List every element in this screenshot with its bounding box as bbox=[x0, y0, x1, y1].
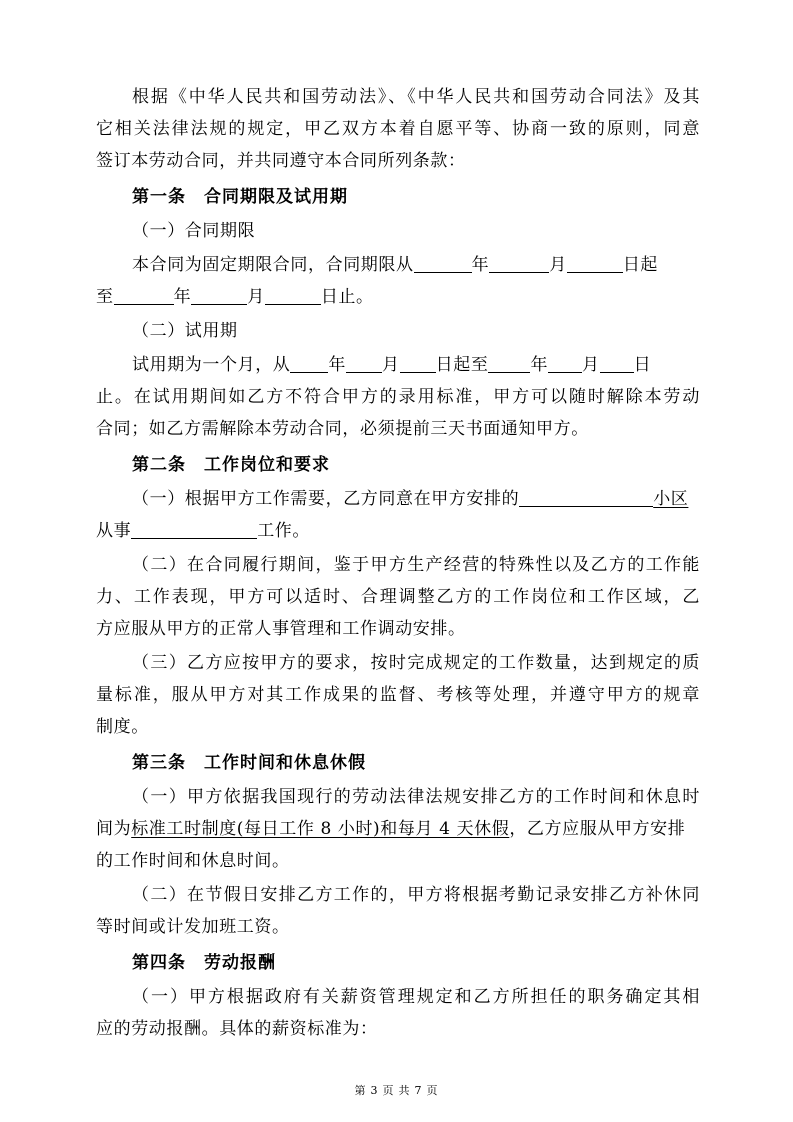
article-2-p2-line-1: （二）在合同履行期间，鉴于甲方生产经营的特殊性以及乙方的工作能 bbox=[132, 555, 700, 575]
term-start-year-blank bbox=[414, 255, 472, 273]
work-hours-suffix: ，乙方应服从甲方安排 bbox=[509, 819, 686, 839]
article-3-number: 第三条 bbox=[132, 753, 186, 773]
intro-line-2: 它相关法律法规的规定，甲乙双方本着自愿平等、协商一致的原则，同意 bbox=[96, 119, 700, 139]
footer-di: 第 bbox=[354, 1084, 367, 1097]
article-4-p1-line-1: （一）甲方根据政府有关薪资管理规定和乙方所担任的职务确定其相 bbox=[132, 987, 700, 1007]
article-2-p2-line-3: 方应服从甲方的正常人事管理和工作调动安排。 bbox=[96, 619, 466, 639]
article-2-number: 第二条 bbox=[132, 455, 186, 475]
article-4-heading: 劳动报酬 bbox=[204, 953, 276, 973]
term-end-year-blank bbox=[114, 287, 174, 305]
probation-start-month-blank bbox=[346, 355, 382, 373]
year-label: 年 bbox=[530, 355, 549, 375]
intro-line-3: 签订本劳动合同，并共同遵守本合同所列条款： bbox=[96, 151, 466, 171]
probation-start-year-blank bbox=[290, 355, 328, 373]
day-to-label: 日起至 bbox=[435, 355, 489, 375]
month-label: 月 bbox=[382, 355, 400, 375]
work-label: 工作。 bbox=[257, 521, 311, 541]
article-3-p1-line-2 bbox=[96, 818, 700, 840]
article-3-p1-line-3: 的工作时间和休息时间。 bbox=[96, 851, 290, 871]
term-start-day-blank bbox=[567, 255, 623, 273]
contract-term-line-2 bbox=[96, 286, 700, 308]
year-label: 年 bbox=[471, 255, 490, 275]
article-2-title bbox=[96, 454, 700, 476]
intro-line-1: 根据《中华人民共和国劳动法》、《中华人民共和国劳动合同法》及其 bbox=[132, 87, 700, 107]
total-page-count: 7 bbox=[414, 1084, 423, 1097]
current-page-number: 3 bbox=[370, 1084, 379, 1097]
probation-start-day-blank bbox=[400, 355, 436, 373]
footer-ye-2: 页 bbox=[426, 1084, 439, 1097]
year-label: 年 bbox=[173, 287, 192, 307]
to-label: 至 bbox=[96, 287, 114, 307]
month-label: 月 bbox=[582, 355, 600, 375]
article-1-sub-1: （一）合同期限 bbox=[132, 221, 256, 241]
day-from-label: 日起 bbox=[622, 255, 659, 275]
term-start-month-blank bbox=[489, 255, 549, 273]
article-3-p1-line-1: （一）甲方依据我国现行的劳动法律法规安排乙方的工作时间和休息时 bbox=[132, 787, 700, 807]
article-1-sub-2: （二）试用期 bbox=[132, 321, 238, 341]
year-label: 年 bbox=[328, 355, 347, 375]
page-footer bbox=[0, 1082, 793, 1098]
probation-end-year-blank bbox=[488, 355, 530, 373]
article-1-number: 第一条 bbox=[132, 187, 186, 207]
article-3-title bbox=[96, 752, 700, 774]
article-2-heading: 工作岗位和要求 bbox=[204, 455, 330, 475]
article-2-p3-line-3: 制度。 bbox=[96, 717, 149, 737]
probation-line-1 bbox=[96, 354, 700, 376]
article-2-p3-line-1: （三）乙方应按甲方的要求，按时完成规定的工作数量，达到规定的质 bbox=[132, 653, 700, 673]
article-4-title bbox=[96, 952, 700, 974]
article-1-heading: 合同期限及试用期 bbox=[204, 187, 348, 207]
contract-term-line-1 bbox=[96, 254, 700, 276]
article-1-title bbox=[96, 186, 700, 208]
article-3-p2-line-2: 等时间或计发加班工资。 bbox=[96, 917, 290, 937]
probation-end-day-blank bbox=[600, 355, 634, 373]
article-2-p1-line-1 bbox=[96, 488, 700, 510]
footer-ye: 页 bbox=[382, 1084, 395, 1097]
probation-text: 试用期为一个月，从 bbox=[132, 355, 291, 375]
engaged-in-label: 从事 bbox=[96, 521, 132, 541]
article-4-p1-line-2: 应的劳动报酬。具体的薪资标准为： bbox=[96, 1019, 378, 1039]
article-3-p2-line-1: （二）在节假日安排乙方工作的，甲方将根据考勤记录安排乙方补休同 bbox=[132, 885, 700, 905]
article-2-p2-line-2: 力、工作表现，甲方可以适时、合理调整乙方的工作岗位和工作区域，乙 bbox=[96, 587, 700, 607]
community-blank bbox=[519, 489, 653, 507]
position-text: （一）根据甲方工作需要，乙方同意在甲方安排的 bbox=[132, 489, 520, 509]
article-2-p1-line-2 bbox=[96, 520, 700, 542]
standard-hours-text: 标准工时制度(每日工作 8 小时)和每月 4 天休假 bbox=[131, 819, 510, 839]
job-blank bbox=[131, 521, 257, 539]
community-label: 小区 bbox=[653, 489, 689, 509]
term-end-day-blank bbox=[265, 287, 321, 305]
probation-line-2: 止。在试用期间如乙方不符合甲方的录用标准，甲方可以随时解除本劳动 bbox=[96, 387, 700, 407]
month-label: 月 bbox=[247, 287, 265, 307]
article-2-p3-line-2: 量标准，服从甲方对其工作成果的监督、考核等处理，并遵守甲方的规章 bbox=[96, 685, 700, 705]
work-hours-prefix: 间为 bbox=[96, 819, 132, 839]
probation-end-month-blank bbox=[548, 355, 582, 373]
month-label: 月 bbox=[549, 255, 567, 275]
probation-line-3: 合同；如乙方需解除本劳动合同，必须提前三天书面通知甲方。 bbox=[96, 419, 589, 439]
term-text: 本合同为固定期限合同，合同期限从 bbox=[132, 255, 414, 275]
article-3-heading: 工作时间和休息休假 bbox=[204, 753, 366, 773]
footer-gong: 共 bbox=[398, 1084, 411, 1097]
day-label: 日 bbox=[633, 355, 652, 375]
day-end-label: 日止。 bbox=[320, 287, 374, 307]
article-4-number: 第四条 bbox=[132, 953, 186, 973]
term-end-month-blank bbox=[191, 287, 247, 305]
